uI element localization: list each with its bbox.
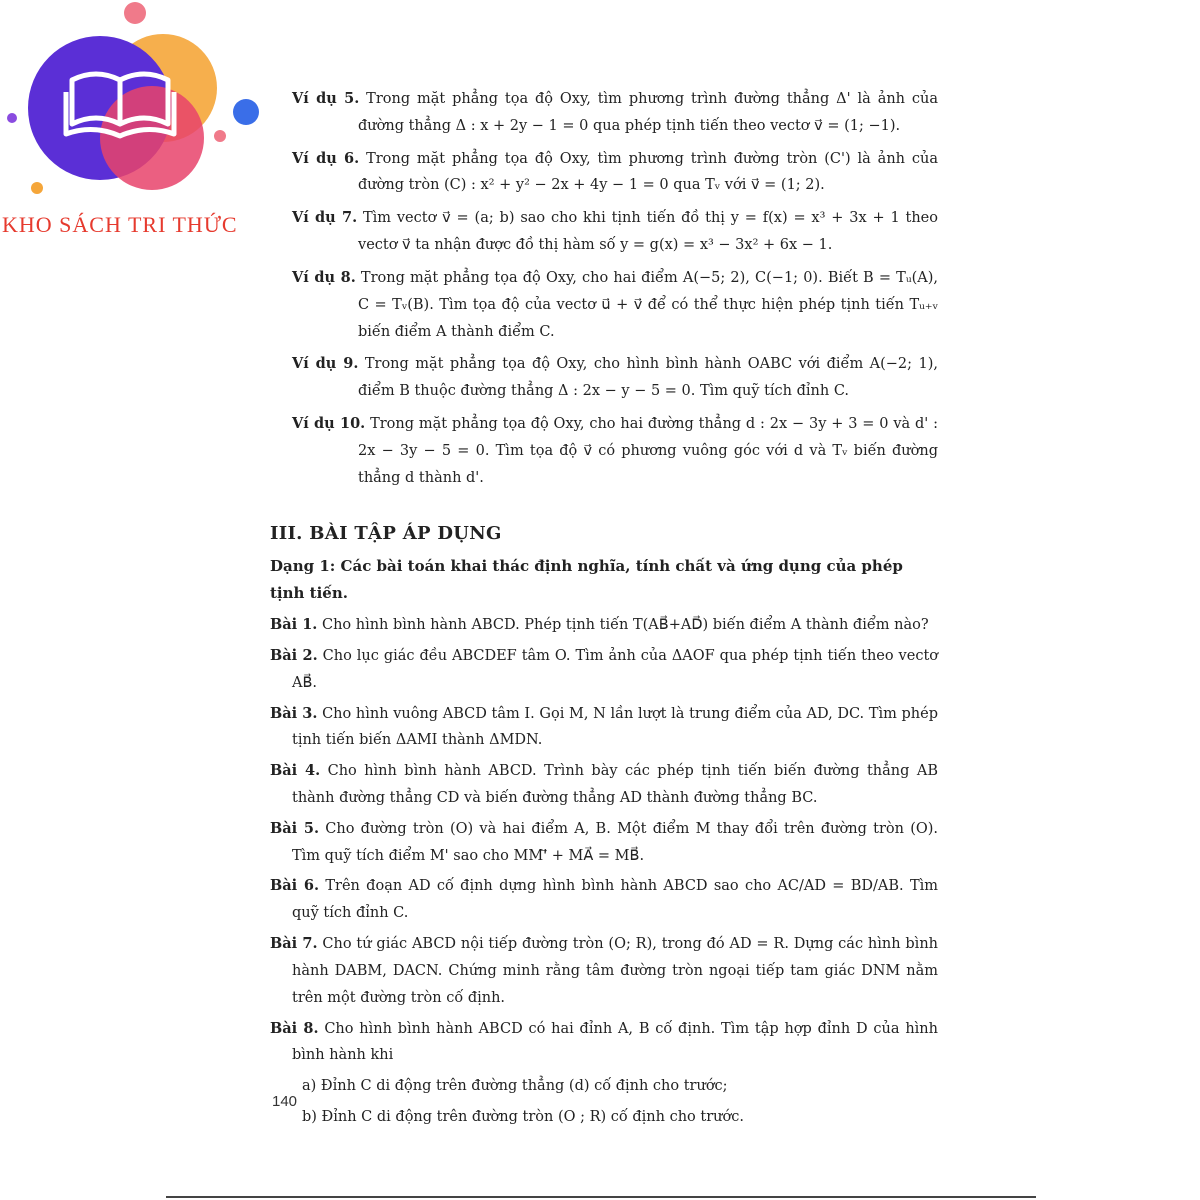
example-label: Ví dụ 9. [292,355,359,373]
example-item [292,351,938,405]
exercises-list [270,612,938,1131]
exercise-item [270,931,938,1011]
exercise-item [270,643,938,697]
example-item [292,411,938,491]
example-text: Trong mặt phẳng tọa độ Oxy, cho hai điểm A(−5; 2), C(−1; 0). Biết B = Tᵤ(A), C = Tᵥ(B). Tìm tọa độ của vectơ u⃗ + v⃗ để có thể thực hiện phép tịnh tiến Tᵤ₊ᵥ biến điểm A thành điểm C. [358,269,938,340]
example-item [292,265,938,345]
exercise-label: Bài 1. [270,616,318,634]
example-text: Trong mặt phẳng tọa độ Oxy, tìm phương trình đường thẳng Δ' là ảnh của đường thẳng Δ : x + 2y − 1 = 0 qua phép tịnh tiến theo vectơ v⃗ = (1; −1). [358,91,939,134]
exercise-label: Bài 6. [270,877,320,895]
example-label: Ví dụ 8. [292,268,356,286]
bottom-divider [166,1196,1036,1198]
section-subtitle: Dạng 1: Các bài toán khai thác định nghĩa, tính chất và ứng dụng của phép tịnh tiến. [270,556,903,603]
example-text: Trong mặt phẳng tọa độ Oxy, tìm phương trình đường tròn (C') là ảnh của đường tròn (C) : x² + y² − 2x + 4y − 1 = 0 qua Tᵥ với v⃗ = (1; 2). [358,150,938,194]
exercise-label: Bài 7. [270,935,318,953]
exercise-text: Cho lục giác đều ABCDEF tâm O. Tìm ảnh của ΔAOF qua phép tịnh tiến theo vectơ AB⃗. [292,647,939,691]
section-title: III. BÀI TẬP ÁP DỤNG [270,523,502,545]
example-text: Trong mặt phẳng tọa độ Oxy, cho hình bình hành OABC với điểm A(−2; 1), điểm B thuộc đường thẳng Δ : 2x − y − 5 = 0. Tìm quỹ tích đỉnh C. [358,356,938,400]
exercise-item [270,758,938,812]
example-text: Tìm vectơ v⃗ = (a; b) sao cho khi tịnh tiến đồ thị y = f(x) = x³ + 3x + 1 theo vectơ v⃗ ta nhận được đồ thị hàm số y = g(x) = x³ − 3x² + 6x − 1. [358,210,938,254]
exercise-text: Cho hình bình hành ABCD. Trình bày các phép tịnh tiến biến đường thẳng AB thành đường thẳng CD và biến đường thẳng AD thành đường thẳng BC. [292,763,938,807]
example-text: Trong mặt phẳng tọa độ Oxy, cho hai đường thẳng d : 2x − 3y + 3 = 0 và d' : 2x − 3y − 5 = 0. Tìm tọa độ v⃗ có phương vuông góc với d và Tᵥ biến đường thẳng d thành d'. [358,415,939,486]
example-item [292,146,938,200]
example-label: Ví dụ 5. [292,90,360,107]
examples-list [270,86,938,491]
example-label: Ví dụ 7. [292,209,358,227]
brand-name: KHO SÁCH TRI THỨC [2,212,238,237]
exercise-item [270,1016,938,1070]
exercise-sub-item-a: a) Đỉnh C di động trên đường thẳng (d) cố định cho trước; [302,1078,728,1095]
example-item [292,205,938,259]
exercise-item [270,873,938,927]
example-item [292,86,938,140]
exercise-label: Bài 4. [270,762,321,780]
exercise-text: Cho tứ giác ABCD nội tiếp đường tròn (O; R), trong đó AD = R. Dựng các hình bình hành DABM, DACN. Chứng minh rằng tâm đường tròn ngoại tiếp tam giác DNM nằm trên một đường tròn cố định. [292,936,938,1006]
page-content [270,86,938,1135]
example-label: Ví dụ 6. [292,149,360,167]
exercise-label: Bài 2. [270,646,318,664]
exercise-label: Bài 3. [270,704,318,722]
example-label: Ví dụ 10. [292,414,366,432]
exercise-label: Bài 5. [270,819,319,837]
page-number: 140 [272,1093,298,1110]
exercise-item [270,816,938,870]
exercise-text: Cho hình vuông ABCD tâm I. Gọi M, N lần lượt là trung điểm của AD, DC. Tìm phép tịnh tiến biến ΔAMI thành ΔMDN. [292,705,939,749]
exercise-text: Cho hình bình hành ABCD có hai đỉnh A, B cố định. Tìm tập hợp đỉnh D của hình bình hành khi [292,1020,938,1064]
exercise-text: Cho hình bình hành ABCD. Phép tịnh tiến T(AB⃗+AD⃗) biến điểm A thành điểm nào? [321,617,929,634]
exercise-text: Trên đoạn AD cố định dựng hình bình hành ABCD sao cho AC/AD = BD/AB. Tìm quỹ tích đỉnh C. [292,878,938,922]
book-logo-icon [0,0,270,210]
exercise-text: Cho đường tròn (O) và hai điểm A, B. Một điểm M thay đổi trên đường tròn (O). Tìm quỹ tích điểm M' sao cho MM'⃗ + MA⃗ = MB⃗. [292,820,938,864]
exercise-sub-item-b: b) Đỉnh C di động trên đường tròn (O ; R) cố định cho trước. [302,1108,744,1125]
brand-logo [0,0,270,250]
exercise-item [270,701,938,755]
exercise-label: Bài 8. [270,1019,319,1037]
exercise-item [270,612,938,639]
